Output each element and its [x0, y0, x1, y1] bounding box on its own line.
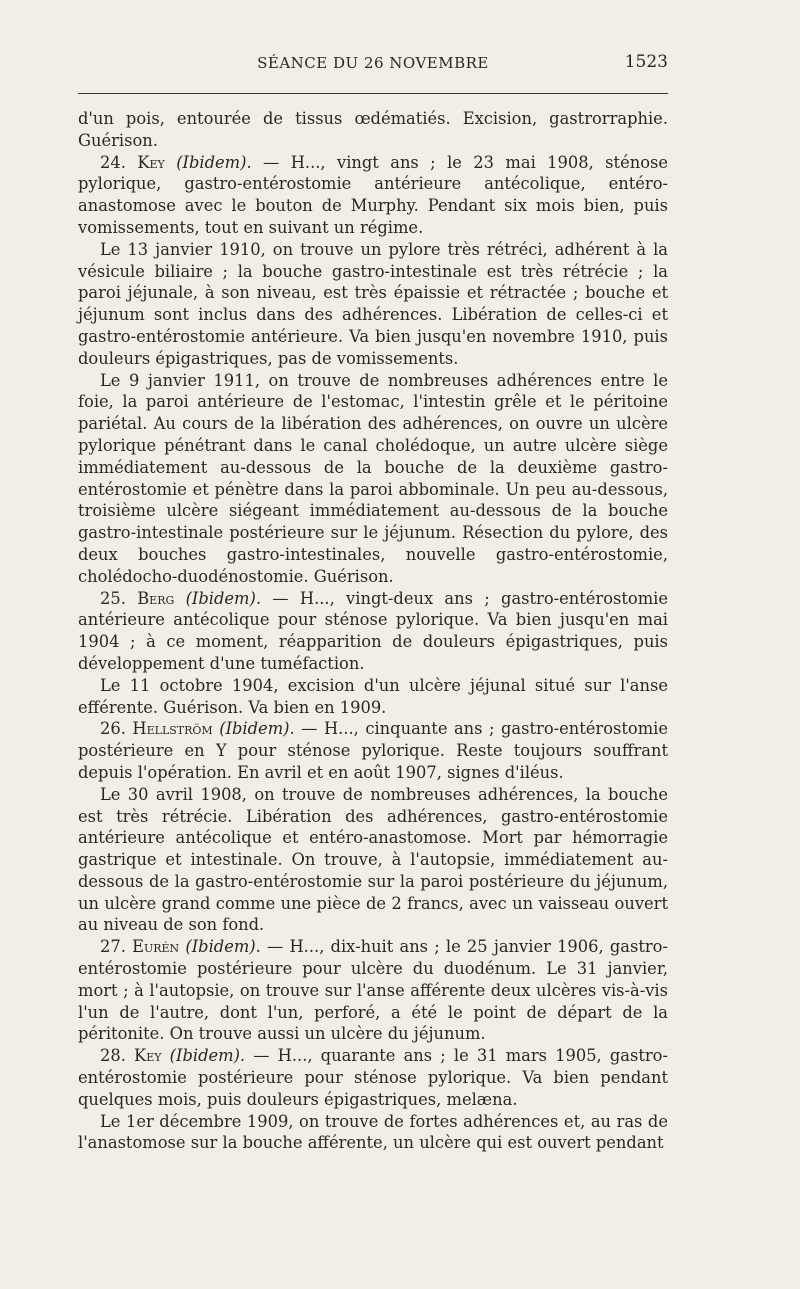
- header-rule: [78, 93, 668, 94]
- case-paragraph: [78, 936, 668, 1045]
- case-reference: (Ibidem).: [219, 719, 295, 739]
- paragraph-text: — H..., vingt ans ; le 23 mai 1908, sténose pylorique, gastro-entérostomie antérieure antécolique, entéro-anastomose avec le bouton de Murphy. Pendant six mois bien, puis vomissements, tout en suivant un régime.: [78, 152, 668, 237]
- case-reference: (Ibidem).: [185, 937, 261, 957]
- paragraph-text: Le 30 avril 1908, on trouve de nombreuses adhérences, la bouche est très rétrécie. Libération des adhérences, gastro-entérostomie antérieure antécolique et entéro-anastomose. Mort par hémorragie gastrique et intestinale. On trouve, à l'autopsie, immédiatement au-dessous de la gastro-entérostomie sur la paroi postérieure du jéjunum, un ulcère grand comme une pièce de 2 francs, avec un vaisseau ouvert au niveau de son fond.: [78, 784, 668, 935]
- case-reference: (Ibidem).: [169, 1046, 246, 1066]
- page-number: 1523: [624, 52, 668, 72]
- paragraph: [78, 784, 668, 937]
- paragraph-text: — H..., quarante ans ; le 31 mars 1905, gastro-entérostomie postérieure pour sténose pylorique. Va bien pendant quelques mois, puis douleurs épigastriques, melæna.: [78, 1046, 668, 1109]
- case-number: 24.: [100, 152, 126, 172]
- case-author: Key: [137, 152, 165, 172]
- paragraph: [78, 239, 668, 370]
- case-reference: (Ibidem).: [176, 152, 252, 172]
- case-number: 28.: [100, 1046, 126, 1066]
- page-header: [78, 52, 668, 76]
- paragraph-text: — H..., vingt-deux ans ; gastro-entérostomie antérieure antécolique pour sténose pylorique. Va bien jusqu'en mai 1904 ; à ce moment, réapparition de douleurs épigastriques, puis développement d'une tuméfaction.: [78, 588, 668, 673]
- case-number: 26.: [100, 719, 126, 739]
- case-reference: (Ibidem).: [185, 588, 262, 608]
- case-paragraph: [78, 1045, 668, 1110]
- case-author: Berg: [137, 588, 175, 608]
- paragraph: [78, 108, 668, 152]
- case-number: 27.: [100, 937, 126, 957]
- body-text: [78, 108, 668, 1154]
- case-number: 25.: [100, 588, 126, 608]
- paragraph-text: Le 1er décembre 1909, on trouve de fortes adhérences et, au ras de l'anastomose sur la bouche afférente, un ulcère qui est ouvert pendant: [78, 1111, 668, 1153]
- paragraph-text: — H..., dix-huit ans ; le 25 janvier 1906, gastro-entérostomie postérieure pour ulcère du duodénum. Le 31 janvier, mort ; à l'autopsie, on trouve sur l'anse afférente deux ulcères vis-à-vis l'un de l'autre, dont l'un, perforé, a été le point de départ de la péritonite. On trouve aussi un ulcère du jéjunum.: [78, 937, 668, 1044]
- paragraph: [78, 675, 668, 719]
- case-author: Eurén: [132, 937, 180, 957]
- paragraph-text: Le 9 janvier 1911, on trouve de nombreuses adhérences entre le foie, la paroi antérieure de l'estomac, l'intestin grêle et le péritoine pariétal. Au cours de la libération des adhérences, on ouvre un ulcère pylorique pénétrant dans le canal cholédoque, un autre ulcère siège immédiatement au-dessous de la bouche de la deuxième gastro-entérostomie et pénètre dans la paroi abbominale. Un peu au-dessous, troisième ulcère siégeant immédiatement au-dessous de la bouche gastro-intestinale postérieure sur le jéjunum. Résection du pylore, des deux bouches gastro-intestinales, nouvelle gastro-entérostomie, cholédocho-duodénostomie. Guérison.: [78, 370, 668, 586]
- case-paragraph: [78, 588, 668, 675]
- case-author: Hellström: [132, 719, 213, 739]
- paragraph: [78, 370, 668, 588]
- paragraph: [78, 1111, 668, 1155]
- paragraph-text: Le 11 octobre 1904, excision d'un ulcère jéjunal situé sur l'anse efférente. Guérison. Va bien en 1909.: [78, 675, 668, 717]
- case-paragraph: [78, 152, 668, 239]
- paragraph-text: d'un pois, entourée de tissus œdématiés. Excision, gastrorraphie. Guérison.: [78, 109, 668, 150]
- case-paragraph: [78, 718, 668, 783]
- paragraph-text: — H..., cinquante ans ; gastro-entérostomie postérieure en Y pour sténose pylorique. Reste toujours souffrant depuis l'opération. En avril et en août 1907, signes d'iléus.: [78, 719, 668, 782]
- paragraph-text: Le 13 janvier 1910, on trouve un pylore très rétréci, adhérent à la vésicule biliaire ; la bouche gastro-intestinale est très rétrécie ; la paroi jéjunale, à son niveau, est très épaissie et rétractée ; bouche et jéjunum sont inclus dans des adhérences. Libération de celles-ci et gastro-entérostomie antérieure. Va bien jusqu'en novembre 1910, puis douleurs épigastriques, pas de vomissements.: [78, 239, 668, 368]
- running-title: SÉANCE DU 26 NOVEMBRE: [257, 54, 489, 72]
- case-author: Key: [134, 1046, 162, 1066]
